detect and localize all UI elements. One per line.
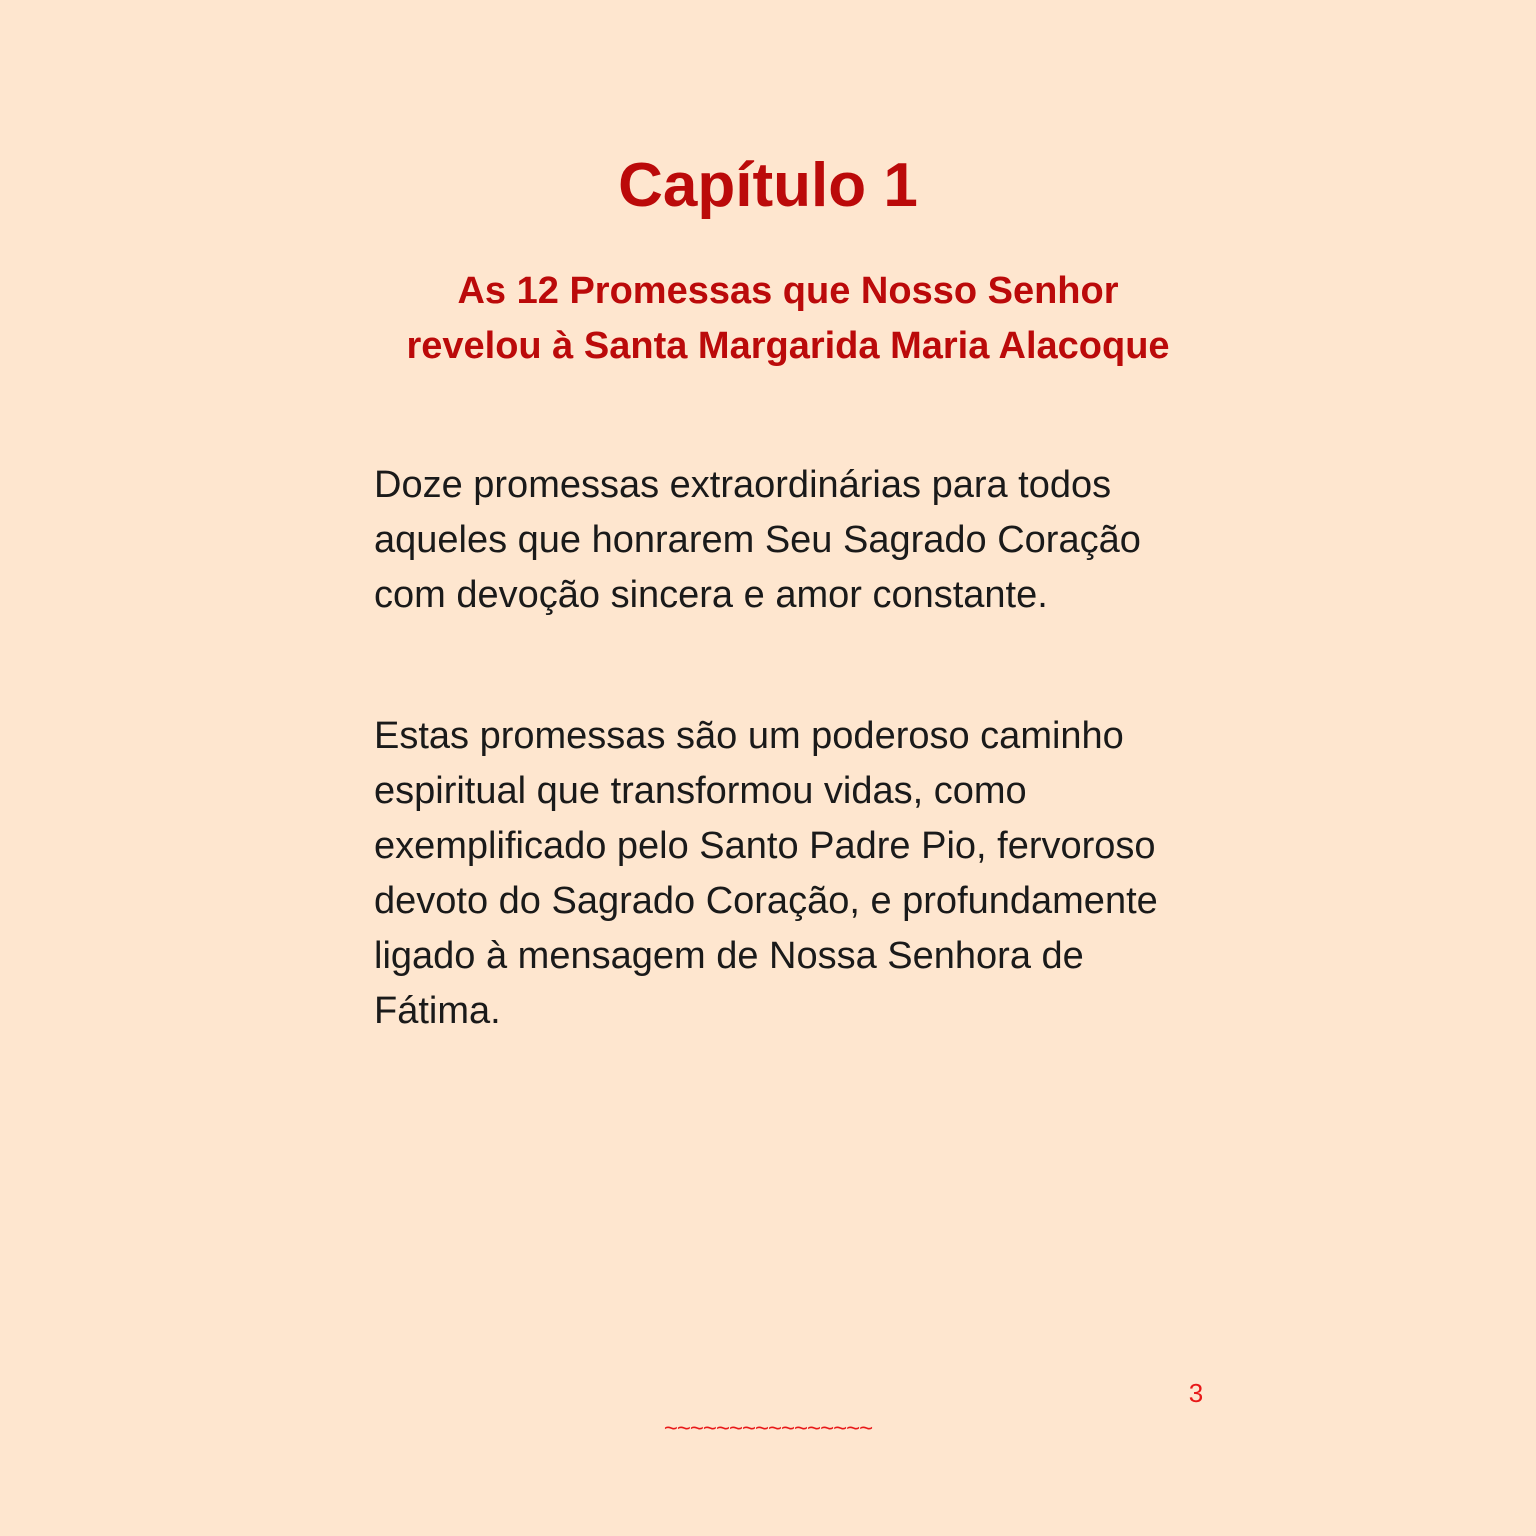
chapter-subtitle: As 12 Promessas que Nosso Senhor revelou à Santa Margarida Maria Alacoque — [406, 270, 1170, 367]
chapter-title: Capítulo 1 — [618, 151, 918, 220]
body-paragraph-1: Doze promessas extraordinárias para todos aqueles que honrarem Seu Sagrado Coração com devoção sincera e amor constante. — [374, 464, 1141, 616]
body-paragraph-2: Estas promessas são um poderoso caminho espiritual que transformou vidas, como exemplificado pelo Santo Padre Pio, fervoroso devoto do Sagrado Coração, e profundamente ligado à mensagem de Nossa Senhora de Fátima. — [374, 715, 1158, 1032]
footer-divider: ~~~~~~~~~~~~~~~~ — [663, 1415, 873, 1442]
page-number: 3 — [1188, 1378, 1204, 1408]
